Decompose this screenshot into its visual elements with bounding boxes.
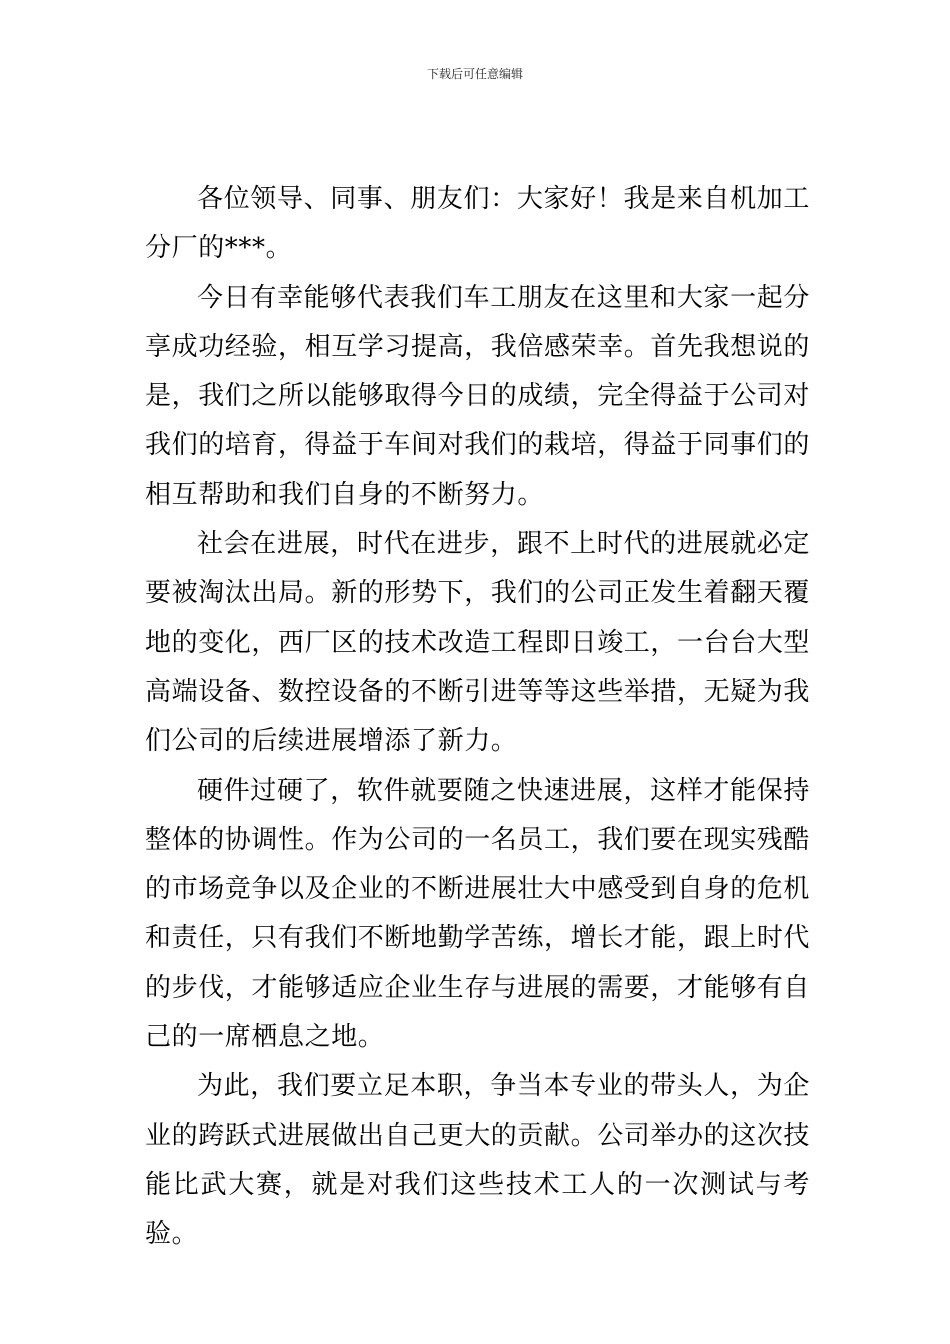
page-header-note: 下载后可任意编辑 bbox=[426, 67, 523, 81]
paragraph-greeting: 各位领导、同事、朋友们：大家好！我是来自机加工分厂的***。 bbox=[145, 184, 810, 264]
paragraph-development: 社会在进展，时代在进步，跟不上时代的进展就必定要被淘汰出局。新的形势下，我们的公司正发生着翻天覆地的变化，西厂区的技术改造工程即日竣工，一台台大型高端设备、数控设备的不断引进等等这些举措，无疑为我们公司的后续进展增添了新力。 bbox=[145, 529, 811, 757]
paragraph-responsibility: 硬件过硬了，软件就要随之快速进展，这样才能保持整体的协调性。作为公司的一名员工，我们要在现实残酷的市场竞争以及企业的不断进展壮大中感受到自身的危机和责任，只有我们不断地勤学苦练，增长才能，跟上时代的步伐，才能够适应企业生存与进展的需要，才能够有自己的一席栖息之地。 bbox=[145, 775, 811, 1053]
document-body bbox=[145, 175, 810, 1260]
paragraph-opening: 今日有幸能够代表我们车工朋友在这里和大家一起分享成功经验，相互学习提高，我倍感荣幸。首先我想说的是，我们之所以能够取得今日的成绩，完全得益于公司对我们的培育，得益于车间对我们的栽培，得益于同事们的相互帮助和我们自身的不断努力。 bbox=[145, 282, 811, 510]
paragraph-competition: 为此，我们要立足本职，争当本专业的带头人，为企业的跨跃式进展做出自己更大的贡献。公司举办的这次技能比武大赛，就是对我们这些技术工人的一次测试与考验。 bbox=[145, 1071, 811, 1250]
